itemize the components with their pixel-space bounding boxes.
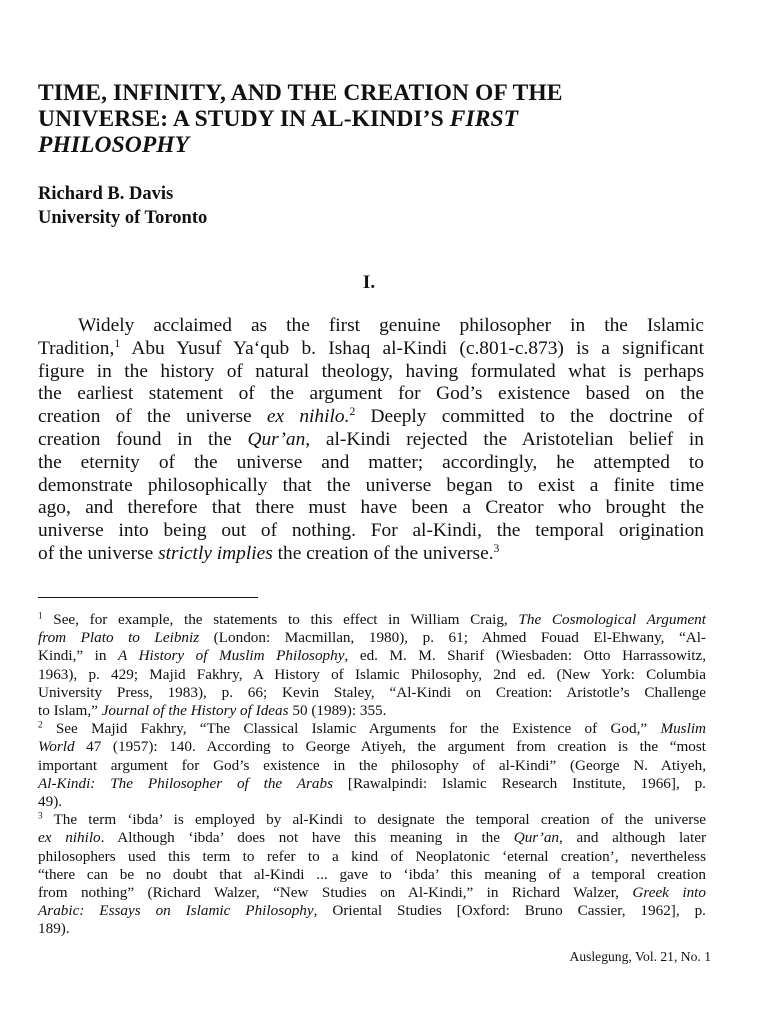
body-text: the creation of the universe. — [272, 542, 494, 564]
footnote-text: (London: Macmillan, 1980), p. 61; Ahmed Fouad El-Ehwany, “Al- — [199, 629, 706, 647]
footnote-line: important argument for God’s existence in the philosophy of al-Kindi” (George N. Atiyeh, — [38, 756, 706, 774]
footnote-line — [38, 702, 706, 720]
footnote-text: , Oriental Studies [Oxford: Bruno Cassier, 1962], p. — [313, 902, 706, 920]
footnote-italic: Muslim — [660, 720, 706, 738]
title-text: UNIVERSE: A STUDY IN AL-KINDI’S — [38, 106, 450, 132]
footnote-line — [38, 611, 706, 629]
footnote-line — [38, 884, 706, 902]
footnote-text: , and although later — [559, 829, 706, 847]
section-heading: I. — [362, 272, 376, 293]
title-line: TIME, INFINITY, AND THE CREATION OF THE — [38, 80, 563, 106]
body-text: Deeply committed to the doctrine of — [355, 406, 704, 428]
body-line — [38, 429, 704, 452]
footnote-ref: 3 — [493, 542, 500, 555]
article-title — [38, 80, 728, 158]
footnote-number: 1 — [38, 610, 43, 621]
body-line: the eternity of the universe and matter; accordingly, he attempted to — [38, 451, 704, 473]
journal-citation: Auslegung, Vol. 21, No. 1 — [569, 949, 711, 964]
footnote-text: from nothing” (Richard Walzer, “New Studies on Al-Kindi,” in Richard Walzer, — [38, 884, 633, 902]
body-text: , al-Kindi rejected the Aristotelian belief in — [305, 428, 705, 450]
footnote-line — [38, 775, 706, 793]
footnote-italic: The Cosmological Argument — [518, 611, 706, 628]
title-italic: PHILOSOPHY — [38, 132, 190, 158]
footnote-line — [38, 811, 706, 829]
footnote-line: 189). — [38, 920, 70, 938]
footnote-line: “there can be no doubt that al-Kindi ... gave to ‘ibda’ this meaning of a temporal creation — [38, 865, 706, 883]
body-line: figure in the history of natural theology, having formulated what is perhaps — [38, 360, 704, 382]
title-line — [38, 106, 728, 132]
body-text: creation of the universe — [38, 406, 267, 428]
body-italic: Qur’an — [247, 428, 306, 450]
author-block — [38, 182, 207, 230]
footnote-italic: Journal of the History of Ideas — [101, 702, 289, 720]
body-text: Abu Yusuf Ya‘qub b. Ishaq al-Kindi (c.801-c.873) is a significant — [120, 337, 704, 359]
author-name: Richard B. Davis — [38, 184, 174, 204]
body-line: universe into being out of nothing. For al-Kindi, the temporal origination — [38, 520, 704, 542]
footnote-line — [38, 902, 706, 920]
body-italic: strictly implies — [158, 542, 273, 564]
body-line — [38, 543, 704, 566]
body-line: demonstrate philosophically that the universe began to exist a finite time — [38, 474, 704, 496]
footnote-ref: 1 — [114, 336, 121, 350]
footnotes — [38, 611, 706, 939]
footnote-line: 1963), p. 429; Majid Fakhry, A History of Islamic Philosophy, 2nd ed. (New York: Columbia — [38, 665, 706, 683]
footnote-text: . Although ‘ibda’ does not have this meaning in the — [100, 829, 514, 847]
body-line: Widely acclaimed as the first genuine philosopher in the Islamic — [78, 315, 704, 336]
body-paragraph — [38, 315, 704, 566]
footnote-line — [38, 738, 706, 756]
title-italic: FIRST — [449, 106, 519, 132]
footnote-italic: from Plato to Leibniz — [38, 629, 200, 647]
body-line — [38, 338, 704, 361]
footnote-text: See Majid Fakhry, “The Classical Islamic Arguments for the Existence of God,” — [42, 720, 661, 738]
footnote-line — [38, 647, 706, 665]
footnote-text: [Rawalpindi: Islamic Research Institute, 1966], p. — [333, 774, 706, 792]
body-line: ago, and therefore that there must have been a Creator who brought the — [38, 497, 704, 519]
footnote-line: 49). — [38, 793, 63, 811]
body-line: the earliest statement of the argument for God’s existence based on the — [38, 383, 704, 405]
body-line — [38, 406, 704, 429]
body-text: Tradition, — [38, 337, 115, 359]
footnote-number: 2 — [38, 719, 43, 730]
footnote-line — [38, 829, 706, 847]
footnote-text: to Islam,” — [38, 702, 102, 720]
footnote-text: Kindi,” in — [38, 647, 119, 665]
footnote-italic: Arabic: Essays on Islamic Philosophy — [38, 902, 314, 920]
footnote-line — [38, 629, 706, 647]
footnote-text: The term ‘ibda’ is employed by al-Kindi to designate the temporal creation of the universe — [42, 811, 706, 829]
footnote-italic: Qur’an — [513, 829, 560, 847]
footnote-italic: World — [38, 738, 75, 756]
body-italic: ex nihilo. — [266, 406, 350, 428]
author-affiliation: University of Toronto — [38, 208, 208, 228]
footnote-rule — [38, 597, 258, 598]
footnote-italic: Greek into — [632, 884, 706, 902]
footnote-number: 3 — [38, 810, 43, 821]
footnote-italic: A History of Muslim Philosophy — [118, 647, 345, 665]
body-text: creation found in the — [38, 428, 248, 450]
title-line — [38, 132, 728, 158]
footnote-italic: Al-Kindi: The Philosopher of the Arabs — [38, 774, 334, 792]
footnote-ref: 2 — [349, 405, 356, 419]
footnote-line: University Press, 1983), p. 66; Kevin Staley, “Al-Kindi on Creation: Aristotle’s Challenge — [38, 683, 706, 701]
body-text: of the universe — [38, 542, 159, 564]
footnote-italic: ex nihilo — [38, 829, 101, 847]
footnote-line: philosophers used this term to refer to a kind of Neoplatonic ‘eternal creation’, nevertheless — [38, 847, 706, 865]
footnote-text: , ed. M. M. Sharif (Wiesbaden: Otto Harrassowitz, — [344, 647, 706, 665]
footnote-text: 47 (1957): 140. According to George Atiyeh, the argument from creation is the “most — [74, 738, 706, 756]
footnote-line — [38, 720, 706, 738]
footnote-text: 50 (1989): 355. — [288, 702, 387, 720]
footnote-text: See, for example, the statements to this effect in William Craig, — [42, 611, 519, 628]
